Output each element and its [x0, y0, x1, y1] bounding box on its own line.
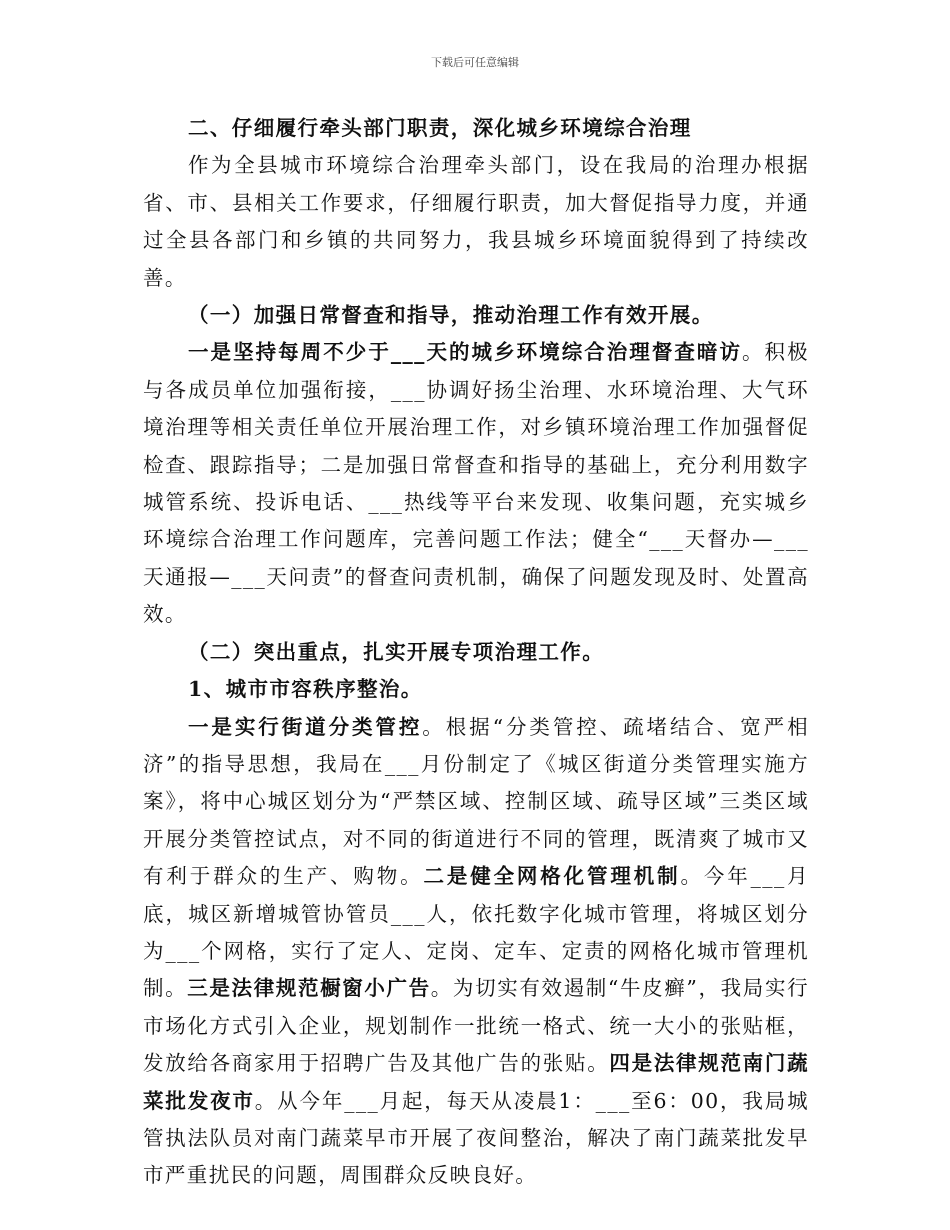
item-heading-1: 1、城市市容秩序整治。 — [188, 677, 423, 702]
subsection-heading-2: （二）突出重点，扎实开展专项治理工作。 — [188, 639, 605, 664]
lead-small-ads: 三是法律规范橱窗小广告 — [187, 976, 431, 1001]
text-night-market: 。从今年___月起，每天从凌晨1：___至6：00，我局城管执法队员对南门蔬菜早市开展了夜间整治，解决了南门蔬菜批发早市严重扰民的问题，周围群众反映良好。 — [143, 1088, 809, 1188]
lead-grid-management: 二是健全网格化管理机制 — [423, 864, 681, 889]
page-header: 下载后可任意编辑 — [431, 56, 519, 69]
text-street-control: 。根据“分类管控、疏堵结合、宽严相济”的指导思想，我局在___月份制定了《城区街道分类管理实施方案》，将中心城区划分为“严禁区域、控制区域、疏导区域”三类区域开展分类管控试点，对不同的街道进行不同的管理，既清爽了城市又有利于群众的生产、购物。 — [143, 714, 810, 889]
lead-street-control: 一是实行街道分类管控 — [188, 714, 423, 739]
text-grid-management: 。今年___月底，城区新增城管协管员___人，依托数字化城市管理，将城区划分为___个网格，实行了定人、定岗、定车、定责的网格化城市管理机制。 — [143, 864, 809, 1001]
paragraph-supervision — [143, 334, 809, 633]
section-heading: 二、仔细履行牵头部门职责，深化城乡环境综合治理 — [188, 116, 692, 140]
paragraph-rectification — [143, 709, 809, 1195]
document-body — [143, 110, 809, 1195]
lead-night-market: 四是法律规范南门蔬菜批发夜市 — [143, 1051, 809, 1113]
subsection-heading-1: （一）加强日常督查和指导，推动治理工作有效开展。 — [188, 303, 714, 328]
section-intro-paragraph: 作为全县城市环境综合治理牵头部门，设在我局的治理办根据省、市、县相关工作要求，仔细履行职责，加大督促指导力度，并通过全县各部门和乡镇的共同努力，我县城乡环境面貌得到了持续改善。 — [143, 153, 809, 290]
paragraph-lead-bold: 一是坚持每周不少于___天的城乡环境综合治理督查暗访 — [188, 340, 743, 365]
text-small-ads: 。为切实有效遏制“牛皮癣”，我局实行市场化方式引入企业，规划制作一批统一格式、统一大小的张贴框，发放给各商家用于招聘广告及其他广告的张贴。 — [143, 976, 809, 1076]
paragraph-text: 。积极与各成员单位加强衔接，___协调好扬尘治理、水环境治理、大气环境治理等相关责任单位开展治理工作，对乡镇环境治理工作加强督促检查、跟踪指导；二是加强日常督查和指导的基础上，充分利用数字城管系统、投诉电话、___热线等平台来发现、收集问题，充实城乡环境综合治理工作问题库，完善问题工作法；健全“___天督办—___天通报—___天问责”的督查问责机制，确保了问题发现及时、处置高效。 — [143, 340, 809, 627]
